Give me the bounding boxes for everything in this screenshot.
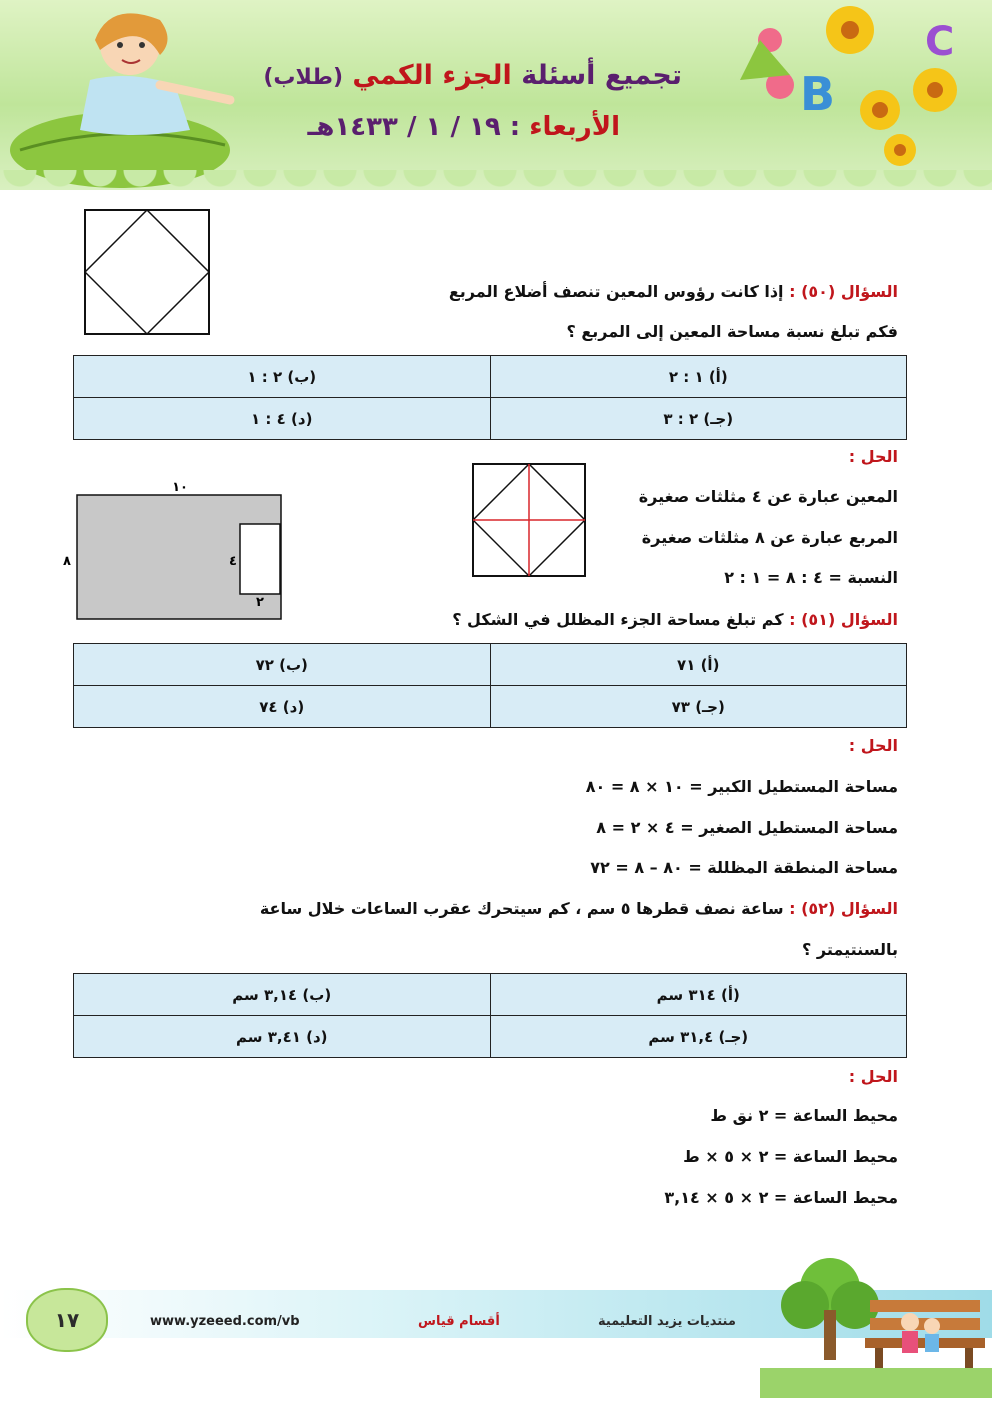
footer-park-illustration	[760, 1250, 992, 1403]
q50-solution-label: الحل :	[848, 447, 898, 466]
q50-solution-line-3: النسبة = ٤ : ٨ = ١ : ٢	[724, 568, 898, 587]
shaded-rectangle-figure	[55, 475, 295, 625]
q50-option-d[interactable]: (د) ٤ : ١	[74, 398, 491, 440]
q50-text: إذا كانت رؤوس المعين تنصف أضلاع المربع	[448, 282, 784, 301]
q51-solution-line-2: مساحة المستطيل الصغير = ٤ × ٢ = ٨	[596, 818, 898, 837]
q50-options-table	[73, 355, 907, 440]
q50-label: السؤال (٥٠) :	[789, 282, 898, 301]
page-header	[0, 0, 992, 190]
q52-options-table	[73, 973, 907, 1058]
figure-label-inner-width: ٢	[256, 595, 264, 610]
rhombus-in-square-figure	[84, 209, 212, 337]
q52-solution-label: الحل :	[848, 1067, 898, 1086]
date-value: : ١٩ / ١ / ١٤٣٣هـ	[307, 112, 521, 142]
q51-question	[452, 610, 898, 629]
title-part1: تجميع أسئلة	[521, 60, 682, 91]
q51-solution-label: الحل :	[848, 736, 898, 755]
q50-question	[449, 282, 898, 301]
q51-option-d[interactable]: (د) ٧٤	[74, 686, 491, 728]
q51-option-b[interactable]: (ب) ٧٢	[74, 644, 491, 686]
q52-option-b[interactable]: (ب) ٣,١٤ سم	[74, 974, 491, 1016]
header-decoration	[0, 0, 992, 190]
q51-option-a[interactable]: (أ) ٧١	[490, 644, 907, 686]
q51-text: كم تبلغ مساحة الجزء المظلل في الشكل ؟	[452, 610, 784, 629]
figure-label-top: ١٠	[172, 480, 188, 495]
q52-question	[260, 899, 898, 918]
title-part2: الجزء الكمي	[352, 60, 512, 91]
rhombus-solution-figure	[472, 463, 588, 579]
q51-solution-line-1: مساحة المستطيل الكبير = ١٠ × ٨ = ٨٠	[585, 777, 898, 796]
q50-text2: فكم تبلغ نسبة مساحة المعين إلى المربع ؟	[566, 322, 898, 341]
header-edge	[0, 170, 992, 200]
page-date	[308, 112, 621, 142]
letter-c: C	[925, 19, 955, 65]
q50-solution-line-2: المربع عبارة عن ٨ مثلثات صغيرة	[641, 528, 898, 547]
title-part3: (طلاب)	[263, 65, 344, 90]
q52-option-a[interactable]: (أ) ٣١٤ سم	[490, 974, 907, 1016]
q51-option-c[interactable]: (جـ) ٧٣	[490, 686, 907, 728]
footer-section: أقسام قياس	[418, 1314, 500, 1329]
q51-solution-line-3: مساحة المنطقة المظللة = ٨٠ – ٨ = ٧٢	[590, 858, 898, 877]
q52-option-d[interactable]: (د) ٣,٤١ سم	[74, 1016, 491, 1058]
page-number: ١٧	[26, 1288, 108, 1352]
footer-forum-name: منتديات يزيد التعليمية	[598, 1314, 736, 1329]
q50-option-b[interactable]: (ب) ٢ : ١	[74, 356, 491, 398]
q51-options-table	[73, 643, 907, 728]
page-title	[263, 60, 682, 91]
q52-solution-line-3: محيط الساعة = ٢ × ٥ × ٣,١٤	[664, 1188, 898, 1207]
q52-solution-line-1: محيط الساعة = ٢ نق ط	[710, 1106, 898, 1125]
q52-label: السؤال (٥٢) :	[789, 899, 898, 918]
q52-text: ساعة نصف قطرها ٥ سم ، كم سيتحرك عقرب الساعات خلال ساعة	[259, 899, 784, 918]
footer-url[interactable]: www.yzeeed.com/vb	[150, 1314, 300, 1329]
figure-label-side: ٨	[63, 554, 71, 569]
q50-option-c[interactable]: (جـ) ٢ : ٣	[490, 398, 907, 440]
q50-option-a[interactable]: (أ) ١ : ٢	[490, 356, 907, 398]
q50-solution-line-1: المعين عبارة عن ٤ مثلثات صغيرة	[638, 487, 898, 506]
letter-b: B	[800, 67, 836, 121]
q52-option-c[interactable]: (جـ) ٣١,٤ سم	[490, 1016, 907, 1058]
date-day: الأربعاء	[529, 112, 620, 142]
q52-text2: بالسنتيمتر ؟	[802, 940, 898, 959]
q52-solution-line-2: محيط الساعة = ٢ × ٥ × ط	[683, 1147, 898, 1166]
q51-label: السؤال (٥١) :	[789, 610, 898, 629]
figure-label-inner-height: ٤	[229, 554, 237, 569]
